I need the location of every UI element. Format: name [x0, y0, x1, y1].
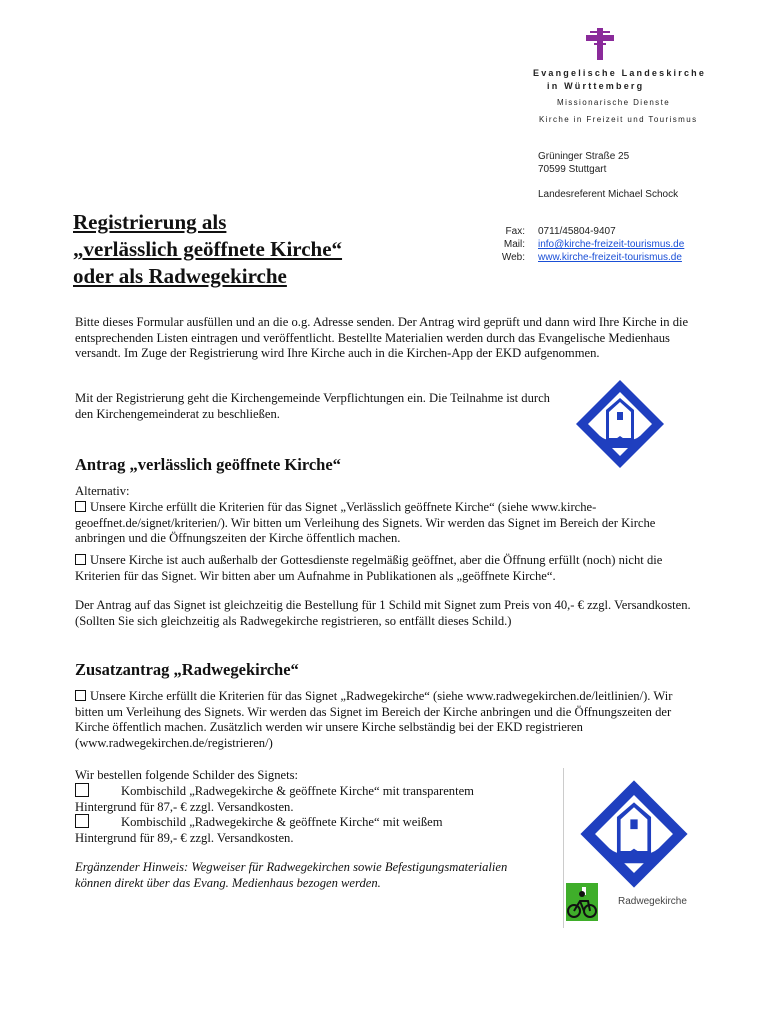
cross-logo-icon [586, 28, 614, 60]
org-department: Missionarische Dienste [557, 98, 671, 107]
section1-heading: Antrag „verlässlich geöffnete Kirche“ [75, 455, 341, 474]
radweg-church-signet-icon [578, 778, 690, 890]
section2-option1 [75, 689, 695, 751]
option2-text: Unsere Kirche ist auch außerhalb der Gottesdienste regelmäßig geöffnet, aber die Öffnung erfüllt (noch) nicht die Kriterien für das Signet. Wir bitten aber um Aufnahme in Publikationen als „geöffnete Kirche“. [75, 553, 663, 583]
order2-text-b: Hintergrund für 89,- € zzgl. Versandkosten. [75, 830, 294, 845]
sign-caption: Radwegekirche [618, 896, 687, 907]
org-unit: Kirche in Freizeit und Tourismus [539, 115, 698, 124]
mail-link[interactable]: info@kirche-freizeit-tourismus.de [538, 239, 685, 250]
contact-labels [490, 225, 525, 264]
mail-label: Mail: [503, 239, 525, 250]
section2-heading: Zusatzantrag „Radwegekirche“ [75, 660, 299, 679]
page-title [73, 209, 342, 290]
web-label: Web: [501, 252, 525, 263]
option2-checkbox[interactable] [75, 554, 86, 565]
church-signet-icon [574, 378, 666, 470]
address-street: Grüninger Straße 25 [538, 151, 630, 162]
radwegekirche-checkbox[interactable] [75, 690, 86, 701]
fax-number: 0711/45804-9407 [538, 226, 616, 237]
order2-checkbox[interactable] [75, 814, 89, 828]
alternative-label: Alternativ: [75, 484, 130, 498]
title-line2: „verlässlich geöffnete Kirche“ [73, 237, 343, 261]
org-name-line2: in Württemberg [547, 81, 645, 91]
address-city: 70599 Stuttgart [538, 164, 607, 175]
web-link[interactable]: www.kirche-freizeit-tourismus.de [538, 252, 682, 263]
title-line3: oder als Radwegekirche [73, 264, 287, 288]
section1-option1 [75, 500, 695, 547]
option1-text: Unsere Kirche erfüllt die Kriterien für das Signet „Verlässlich geöffnete Kirche“ (siehe www.kirche-geoeffnet.de/signet/kriterien/). Wir bitten um Verleihung des Signets. Wir werden das Signet im Bereich der Kirche anbringen und die Öffnungszeiten der Kirche öffentlich machen. [75, 500, 656, 546]
order-item-2 [75, 814, 555, 846]
contact-person: Landesreferent Michael Schock [538, 189, 679, 200]
option1-checkbox[interactable] [75, 501, 86, 512]
title-line1: Registrierung als [73, 210, 227, 234]
org-name-line1: Evangelische Landeskirche [533, 68, 707, 78]
order-item-1 [75, 783, 555, 815]
fax-label: Fax: [505, 226, 525, 237]
order1-text-b: Hintergrund für 87,- € zzgl. Versandkosten. [75, 799, 294, 814]
order1-checkbox[interactable] [75, 783, 89, 797]
radwegekirche-sign [563, 768, 714, 928]
supplementary-hint: Ergänzender Hinweis: Wegweiser für Radwegekirchen sowie Befestigungsmaterialien können direkt über das Evang. Medienhaus bezogen werden. [75, 860, 508, 890]
order-intro: Wir bestellen folgende Schilder des Signets: [75, 768, 298, 782]
section1-option2 [75, 553, 695, 584]
bicycle-icon [566, 883, 598, 921]
section1-note: Der Antrag auf das Signet ist gleichzeitig die Bestellung für 1 Schild mit Signet zum Preis von 40,- € zzgl. Versandkosten. (Sollten Sie sich gleichzeitig als Radwegekirche registrieren, so entfällt dieses Schild.) [75, 598, 691, 628]
order2-text-a: Kombischild „Radwegekirche & geöffnete Kirche“ mit weißem [121, 815, 443, 829]
contact-values [538, 225, 684, 264]
intro-paragraph: Bitte dieses Formular ausfüllen und an die o.g. Adresse senden. Der Antrag wird geprüft und dann wird Ihre Kirche in die entsprechenden Listen eintragen und veröffentlicht. Bestellte Materialien werden durch das Evangelische Medienhaus versandt. Im Zuge der Registrierung wird Ihre Kirche auch in die Kirchen-App der EKD aufgenommen. [75, 315, 689, 361]
address-block [538, 150, 629, 176]
obligation-paragraph: Mit der Registrierung geht die Kirchengemeinde Verpflichtungen ein. Die Teilnahme ist durch den Kirchengemeinderat zu beschließen. [75, 391, 550, 421]
radwegekirche-text: Unsere Kirche erfüllt die Kriterien für das Signet „Radwegekirche“ (siehe www.radwegekirchen.de/leitlinien/). Wir bitten um Verleihung des Signets. Wir werden das Signet im Bereich der Kirche anbringen und die Öffnungszeiten der Kirche öffentlich machen. Zusätzlich werden wir unsere Kirche selbständig bei der EKD registrieren (www.radwegekirchen.de/registrieren/) [75, 689, 673, 750]
order1-text-a: Kombischild „Radwegekirche & geöffnete Kirche“ mit transparentem [121, 784, 474, 798]
